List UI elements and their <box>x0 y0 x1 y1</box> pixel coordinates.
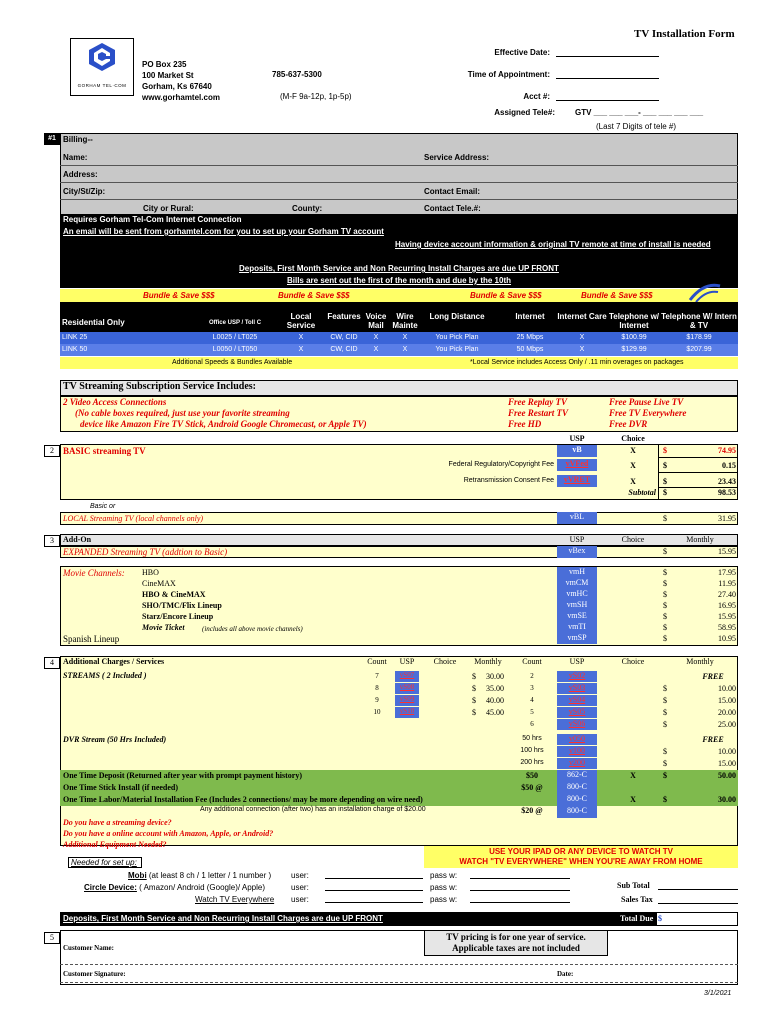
stream-dollar: $ <box>472 672 476 681</box>
stream-count: 2 <box>530 672 534 680</box>
basic-price: 74.95 <box>718 446 736 455</box>
movie-dollar: $ <box>663 590 667 599</box>
bundle-cell-0-4: X <box>373 334 379 341</box>
bundle-cell-1-1: L0050 / LT050 <box>212 346 258 353</box>
streaming-line1: 2 Video Access Connections <box>63 397 167 407</box>
date-label[interactable]: Date: <box>557 970 574 978</box>
stream-count: 5 <box>530 708 534 716</box>
signature-label[interactable]: Customer Signature: <box>63 970 126 978</box>
user-label-2: user: <box>291 883 309 892</box>
stream-dollar: $ <box>663 720 667 729</box>
expanded-usp: vBex <box>557 546 597 558</box>
expanded-price: 15.95 <box>718 547 736 556</box>
bundle-header-3: Features <box>327 312 361 321</box>
bundle-cell-0-7: 25 Mbps <box>516 334 544 341</box>
needed-label: Needed for set up: <box>71 858 137 867</box>
bundle-header-1: Office USP / Toll C <box>208 320 262 326</box>
notice-internet: Requires Gorham Tel-Com Internet Connection <box>63 215 242 224</box>
addon-choice-header: Choice <box>621 535 645 544</box>
user-label-1: user: <box>291 871 309 880</box>
free-replay: Free Replay TV <box>508 397 567 407</box>
movie-name: Spanish Lineup <box>63 634 120 644</box>
movie-usp: vmH <box>557 567 597 578</box>
section3-number: 3 <box>44 535 60 547</box>
basic-label: BASIC streaming TV <box>63 446 146 456</box>
stream-count: 7 <box>375 672 379 680</box>
dvr-dollar: $ <box>663 747 667 756</box>
city-label[interactable]: City/St/Zip: <box>63 187 106 196</box>
stream-dollar: $ <box>663 708 667 717</box>
bundle-cell-1-4: X <box>373 346 379 353</box>
stream-price: 35.00 <box>486 684 504 693</box>
movie-price: 15.95 <box>718 612 736 621</box>
dvr-dollar: $ <box>663 759 667 768</box>
mobi-note: (at least 8 ch / 1 letter / 1 number ) <box>146 871 272 880</box>
labor-choice[interactable]: X <box>630 795 636 804</box>
h-count-right: Count <box>522 657 542 666</box>
form-title: TV Installation Form <box>634 28 735 40</box>
retrans-dollar: $ <box>663 477 667 486</box>
bundle-header-6: Long Distance <box>429 312 485 321</box>
movie-dollar: $ <box>663 579 667 588</box>
bundle-cell-1-2: X <box>298 346 304 353</box>
stream-usp: vS03 <box>557 683 597 694</box>
bundle-label-4: Bundle & Save $$$ <box>581 291 653 300</box>
choice-header: Choice <box>621 434 645 443</box>
stream-price: 15.00 <box>718 696 736 705</box>
stream-price: 40.00 <box>486 696 504 705</box>
ticket-note: (includes all above movie channels) <box>202 625 303 633</box>
bundle-cell-1-9: $129.99 <box>621 346 647 353</box>
pricing-line1: TV pricing is for one year of service. <box>446 932 586 942</box>
total-due-dollar: $ <box>658 914 662 923</box>
dvr-price: 15.00 <box>718 759 736 768</box>
stream-count: 6 <box>530 720 534 728</box>
movie-usp: vmSP <box>557 633 597 644</box>
mobi-line <box>128 871 271 880</box>
stream-usp: vS02 <box>557 671 597 682</box>
deposit-code: 862-C <box>557 770 597 782</box>
addl-note: Any additional connection (after two) has an installation charge of $20.00 <box>200 806 426 813</box>
stream-price: 10.00 <box>718 684 736 693</box>
assigned-tele-label: Assigned Tele#: <box>494 108 555 117</box>
retrans-label: Retransmission Consent Fee <box>463 477 554 484</box>
h-count-left: Count <box>367 657 387 666</box>
fed-choice[interactable]: X <box>630 461 636 470</box>
movie-name: Movie Ticket <box>142 623 185 632</box>
deposit-choice[interactable]: X <box>630 771 636 780</box>
addon-monthly-header: Monthly <box>686 535 714 544</box>
addl-amt: $20 @ <box>521 806 543 815</box>
movie-usp: vmSH <box>557 600 597 611</box>
total-due-field[interactable] <box>656 912 738 926</box>
stream-usp: vS07 <box>395 671 419 682</box>
dvr-label: DVR Stream (50 Hrs Included) <box>63 735 167 744</box>
section1-number: #1 <box>44 133 60 145</box>
stream-price: 30.00 <box>486 672 504 681</box>
basic-or-label: Basic or <box>90 503 116 510</box>
addl-code: 800-C <box>557 806 597 818</box>
movie-price: 16.95 <box>718 601 736 610</box>
bundle-header-0: Residential Only <box>62 318 125 327</box>
local-usp: vBL <box>557 512 597 524</box>
notice-email: An email will be sent from gorhamtel.com for you to set up your Gorham TV account <box>63 227 384 236</box>
pass-label-2: pass w: <box>430 883 458 892</box>
deposit-price: 50.00 <box>718 771 736 780</box>
company-phone: 785-637-5300 <box>272 70 322 79</box>
streams-label: STREAMS ( 2 Included ) <box>63 671 147 680</box>
bundle-cell-0-2: X <box>298 334 304 341</box>
movie-usp: vmHC <box>557 589 597 600</box>
bundle-header-8: Internet Care <box>557 312 607 321</box>
local-label: LOCAL Streaming TV (local channels only) <box>63 514 204 523</box>
free-pause: Free Pause Live TV <box>609 397 684 407</box>
bundle-label-1: Bundle & Save $$$ <box>143 291 215 300</box>
stream-count: 10 <box>373 708 381 716</box>
appointment-field[interactable] <box>556 78 659 79</box>
notice-device: Having device account information & original TV remote at time of install is needed <box>395 240 711 249</box>
stick-amt: $50 @ <box>521 783 543 792</box>
bundle-cell-0-5: X <box>402 334 408 341</box>
stream-count: 9 <box>375 696 379 704</box>
movie-name: SHO/TMC/Flix Lineup <box>142 601 222 610</box>
notice-upfront: Deposits, First Month Service and Non Recurring Install Charges are due UP FRONT <box>239 264 559 273</box>
h-monthly-left: Monthly <box>474 657 502 666</box>
usp-header: USP <box>569 434 585 443</box>
stream-dollar: $ <box>472 696 476 705</box>
retrans-usp: vVRET <box>557 475 597 487</box>
bundle-header-2: Local Service <box>286 312 316 330</box>
bundle-cell-1-6: You Pick Plan <box>435 346 479 353</box>
retrans-choice[interactable]: X <box>630 477 636 486</box>
bundle-cell-0-0: LINK 25 <box>62 334 88 341</box>
stream-count: 3 <box>530 684 534 692</box>
fed-price: 0.15 <box>722 461 736 470</box>
bundle-header-4: Voice Mail <box>365 312 387 330</box>
bundle-cell-1-5: X <box>402 346 408 353</box>
fed-dollar: $ <box>663 461 667 470</box>
stream-usp: vS09 <box>395 695 419 706</box>
bundle-label-3: Bundle & Save $$$ <box>470 291 542 300</box>
dvr-hours: 100 hrs <box>520 747 544 754</box>
labor-label: One Time Labor/Material Installation Fee (Includes 2 connections/ may be more depending on wire need) <box>63 795 423 804</box>
bundle-foot-2: *Local Service includes Access Only / .11 min overages on packages <box>470 359 684 366</box>
streaming-line2: (No cable boxes required, just use your favorite streaming <box>75 408 290 418</box>
stream-usp: vS05 <box>557 707 597 718</box>
stream-price: 45.00 <box>486 708 504 717</box>
bundle-header-7: Internet <box>515 312 545 321</box>
bundle-cell-0-3: CW, CID <box>330 334 358 341</box>
county-label[interactable]: County: <box>292 204 323 213</box>
sales-tax-field[interactable] <box>658 903 738 904</box>
dvr-usp: v200 <box>557 758 597 769</box>
po-box: PO Box 235 <box>142 60 187 69</box>
fed-fee-label: Federal Regulatory/Copyright Fee <box>448 461 554 468</box>
subtotal-final-field[interactable] <box>658 889 738 890</box>
dvr-usp: v100 <box>557 746 597 757</box>
gtv-field[interactable]: GTV ___ ___ ___- ___ ___ ___ ___ <box>575 108 704 117</box>
movie-dollar: $ <box>663 612 667 621</box>
movie-price: 10.95 <box>718 634 736 643</box>
additional-title: Additional Charges / Services <box>63 657 165 666</box>
billing-label: Billing-- <box>63 135 93 144</box>
contact-email-label[interactable]: Contact Email: <box>424 187 481 196</box>
labor-code: 800-C <box>557 794 597 806</box>
pricing-line2: Applicable taxes are not included <box>452 943 580 953</box>
retrans-price: 23.43 <box>718 477 736 486</box>
user-field-1[interactable] <box>325 878 423 879</box>
stream-price: 20.00 <box>718 708 736 717</box>
stream-count: 8 <box>375 684 379 692</box>
bundle-cell-1-3: CW, CID <box>330 346 358 353</box>
movie-dollar: $ <box>663 634 667 643</box>
signature-box <box>60 930 738 985</box>
appointment-label: Time of Appointment: <box>467 70 550 79</box>
total-due-label: Total Due <box>620 914 654 923</box>
due-line: Deposits, First Month Service and Non Recurring Install Charges are due UP FRONT <box>63 914 383 923</box>
subtotal-price: 98.53 <box>718 488 736 497</box>
h-usp-left: USP <box>399 657 415 666</box>
city: Gorham, Ks 67640 <box>142 82 212 91</box>
basic-usp: vB <box>557 445 597 457</box>
stick-label: One Time Stick Install (if needed) <box>63 783 179 792</box>
h-monthly-right: Monthly <box>686 657 714 666</box>
question-equipment: Additional Equipment Needed? <box>63 840 167 849</box>
deposit-label: One Time Deposit (Returned after year with prompt payment history) <box>63 771 303 780</box>
addon-label: Add-On <box>63 535 92 544</box>
movie-price: 17.95 <box>718 568 736 577</box>
movie-label: Movie Channels: <box>63 568 125 578</box>
bundle-cell-1-7: 50 Mbps <box>516 346 544 353</box>
pass-field-1[interactable] <box>470 878 570 879</box>
circle-label: Circle Device: <box>84 883 137 892</box>
local-dollar: $ <box>663 514 667 523</box>
addon-usp-header: USP <box>569 535 585 544</box>
movie-dollar: $ <box>663 601 667 610</box>
company-address <box>142 59 220 103</box>
dvr-usp: v050 <box>557 734 597 745</box>
contact-tele-label[interactable]: Contact Tele.#: <box>424 204 481 213</box>
pass-field-3[interactable] <box>470 902 570 903</box>
dvr-price: 10.00 <box>718 747 736 756</box>
free-hd: Free HD <box>508 419 542 429</box>
streaming-line3: device like Amazon Fire TV Stick, Android Google Chromecast, or Apple TV) <box>80 419 367 429</box>
street: 100 Market St <box>142 71 194 80</box>
mobi-label: Mobi <box>128 871 147 880</box>
question-account: Do you have a online account with Amazon, Apple, or Android? <box>63 829 274 838</box>
movie-name: HBO <box>142 568 159 577</box>
company-hours: (M-F 9a-12p, 1p-5p) <box>280 92 352 101</box>
service-address-label[interactable]: Service Address: <box>424 153 490 162</box>
company-logo <box>70 38 134 96</box>
logo-text: GORHAM TEL·COM <box>77 83 127 88</box>
deposit-dollar: $ <box>663 771 667 780</box>
bundle-cell-1-8: X <box>579 346 585 353</box>
stream-usp: vS04 <box>557 695 597 706</box>
subtotal-final-label: Sub Total <box>617 881 650 890</box>
dvr-hours: 50 hrs <box>522 735 542 742</box>
subtotal-label: Subtotal <box>628 488 656 497</box>
stream-dollar: $ <box>472 708 476 717</box>
labor-dollar: $ <box>663 795 667 804</box>
ipad-line1: USE YOUR IPAD OR ANY DEVICE TO WATCH TV <box>489 847 673 856</box>
circle-options: ( Amazon/ Android (Google)/ Apple) <box>136 883 265 892</box>
customer-name-label[interactable]: Customer Name: <box>63 944 114 952</box>
question-device: Do you have a streaming device? <box>63 818 172 827</box>
movie-name: CineMAX <box>142 579 176 588</box>
acct-label: Acct #: <box>523 92 550 101</box>
stick-code: 800-C <box>557 782 597 794</box>
circle-line <box>84 883 265 892</box>
stream-count: 4 <box>530 696 534 704</box>
name-label[interactable]: Name: <box>63 153 88 162</box>
h-choice-left: Choice <box>433 657 457 666</box>
bundle-header-9: Telephone w/ Internet <box>608 312 660 330</box>
movie-price: 11.95 <box>718 579 736 588</box>
stream-usp: vS06 <box>557 719 597 730</box>
expanded-label: EXPANDED Streaming TV (addtion to Basic) <box>63 547 228 557</box>
user-label-3: user: <box>291 895 309 904</box>
h-usp-right: USP <box>569 657 585 666</box>
stream-dollar: $ <box>663 684 667 693</box>
stream-price: FREE <box>702 672 724 681</box>
bundle-cell-1-10: $207.99 <box>686 346 712 353</box>
city-rural-label[interactable]: City or Rural: <box>143 204 194 213</box>
movie-price: 27.40 <box>718 590 736 599</box>
movie-usp: vmCM <box>557 578 597 589</box>
section5-number: 5 <box>44 932 60 944</box>
effective-date-label: Effective Date: <box>494 48 550 57</box>
bundle-header-5: Wire Mainte <box>392 312 418 330</box>
website: www.gorhamtel.com <box>142 93 220 102</box>
wifi-swoosh-icon <box>688 280 722 304</box>
bundle-cell-0-8: X <box>579 334 585 341</box>
bundle-cell-1-0: LINK 50 <box>62 346 88 353</box>
user-field-3[interactable] <box>325 902 423 903</box>
dvr-hours: 200 hrs <box>520 759 544 766</box>
movie-usp: vmSE <box>557 611 597 622</box>
h-choice-right: Choice <box>621 657 645 666</box>
footer-date: 3/1/2021 <box>704 990 732 997</box>
movie-usp: vmTI <box>557 622 597 633</box>
free-restart: Free Restart TV <box>508 408 568 418</box>
acct-field[interactable] <box>556 100 659 101</box>
ipad-line2: WATCH "TV EVERYWHERE" WHEN YOU'RE AWAY FROM HOME <box>459 857 703 866</box>
pass-field-2[interactable] <box>470 890 570 891</box>
pass-label-1: pass w: <box>430 871 458 880</box>
expanded-dollar: $ <box>663 547 667 556</box>
notice-bills: Bills are sent out the first of the month and due by the 10th <box>286 276 512 285</box>
bundle-label-2: Bundle & Save $$$ <box>278 291 350 300</box>
local-price: 31.95 <box>718 514 736 523</box>
bundle-header-10: Telephone W/ Intern & TV <box>661 312 737 330</box>
movie-dollar: $ <box>663 623 667 632</box>
free-everywhere: Free TV Everywhere <box>609 408 687 418</box>
effective-date-field[interactable] <box>556 56 659 57</box>
stream-dollar: $ <box>472 684 476 693</box>
stream-dollar: $ <box>663 696 667 705</box>
labor-price: 30.00 <box>718 795 736 804</box>
user-field-2[interactable] <box>325 890 423 891</box>
section4-number: 4 <box>44 657 60 669</box>
last7-note: (Last 7 Digits of tele #) <box>596 122 677 131</box>
deposit-amt: $50 <box>526 771 538 780</box>
sales-tax-label: Sales Tax <box>621 895 653 904</box>
bundle-cell-0-6: You Pick Plan <box>435 334 479 341</box>
basic-dollar: $ <box>663 446 667 455</box>
stream-usp: vS10 <box>395 707 419 718</box>
bundle-cell-0-9: $100.99 <box>621 334 647 341</box>
free-dvr: Free DVR <box>609 419 648 429</box>
bundle-cell-0-10: $178.99 <box>686 334 712 341</box>
streaming-title: TV Streaming Subscription Service Includes: <box>63 381 256 392</box>
watch-label: Watch TV Everywhere <box>195 895 275 904</box>
bundle-foot-1: Additional Speeds & Bundles Available <box>172 359 293 366</box>
basic-choice[interactable]: X <box>630 446 636 455</box>
section2-number: 2 <box>44 445 60 457</box>
address-label[interactable]: Address: <box>63 170 98 179</box>
movie-name: Starz/Encore Lineup <box>142 612 214 621</box>
bundle-cell-0-1: L0025 / LT025 <box>212 334 258 341</box>
movie-price: 58.95 <box>718 623 736 632</box>
stream-usp: vS08 <box>395 683 419 694</box>
stream-price: 25.00 <box>718 720 736 729</box>
movie-name: HBO & CineMAX <box>142 590 206 599</box>
subtotal-dollar: $ <box>663 488 667 497</box>
fed-usp: vVFed <box>557 459 597 471</box>
pass-label-3: pass w: <box>430 895 458 904</box>
movie-dollar: $ <box>663 568 667 577</box>
dvr-price: FREE <box>702 735 724 744</box>
